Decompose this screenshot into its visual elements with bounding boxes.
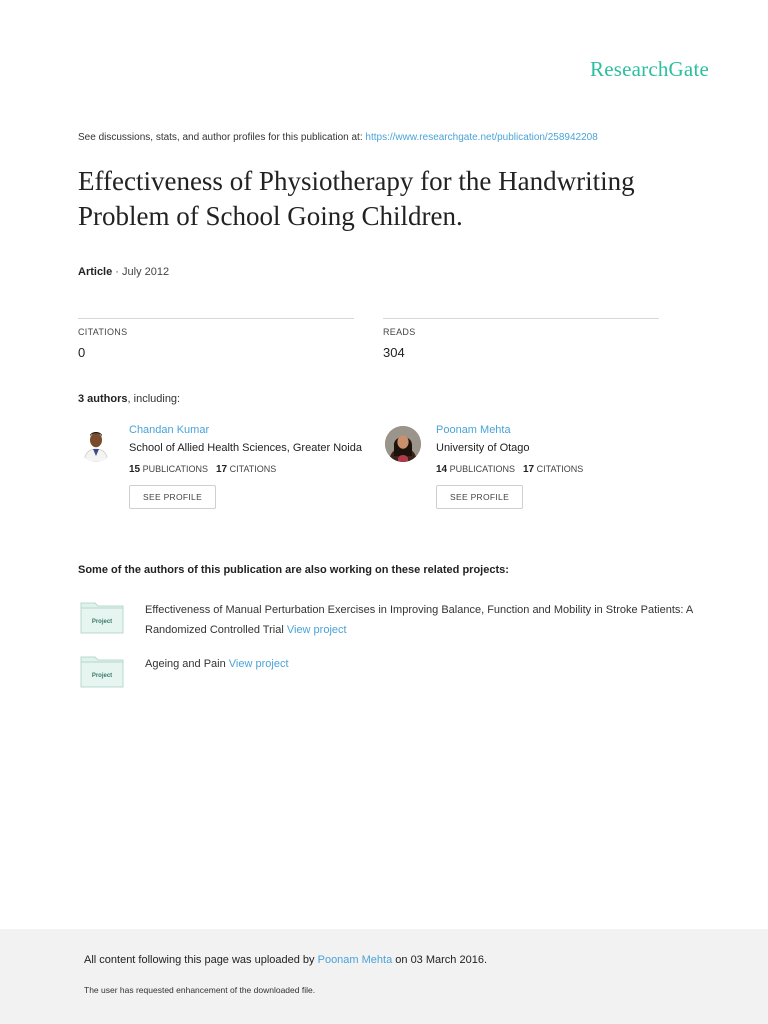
reads-label: READS	[383, 327, 416, 337]
project-description	[145, 654, 705, 674]
upload-suffix: on 03 March 2016.	[392, 954, 488, 966]
author-institution: School of Allied Health Sciences, Greater Noida	[129, 442, 362, 454]
author-name-link[interactable]: Poonam Mehta	[436, 424, 511, 436]
project-title: Ageing and Pain	[145, 658, 226, 670]
upload-info	[84, 954, 487, 966]
author-photo-icon	[385, 426, 421, 462]
discussion-text: See discussions, stats, and author profiles for this publication at:	[78, 132, 366, 143]
project-title: Effectiveness of Manual Perturbation Exercises in Improving Balance, Function and Mobility in Stroke Patients: A Randomized Controlled Trial	[145, 604, 693, 636]
publication-title: Effectiveness of Physiotherapy for the Handwriting Problem of School Going Children.	[78, 166, 635, 231]
footer	[0, 929, 768, 1024]
author-name-link[interactable]: Chandan Kumar	[129, 424, 210, 436]
author-stats	[436, 464, 691, 475]
enhancement-note: The user has requested enhancement of the downloaded file.	[84, 985, 316, 995]
project-description	[145, 600, 705, 640]
citations-label: CITATIONS	[229, 464, 277, 474]
avatar[interactable]	[78, 426, 114, 462]
project-folder-label: Project	[91, 619, 113, 625]
reads-stat	[383, 318, 659, 360]
related-projects-title: Some of the authors of this publication are also working on these related projects:	[78, 564, 509, 576]
project-folder-icon	[80, 600, 124, 634]
citations-label: CITATIONS	[78, 327, 128, 337]
authors-count: 3 authors	[78, 393, 128, 405]
publication-date: · July 2012	[112, 266, 170, 278]
author-photo-icon	[78, 426, 114, 462]
researchgate-logo: ResearchGate	[590, 57, 709, 81]
publications-label: PUBLICATIONS	[142, 464, 208, 474]
citations-stat	[78, 318, 354, 360]
see-profile-button[interactable]: SEE PROFILE	[129, 485, 216, 509]
publication-type: Article	[78, 266, 113, 278]
citations-count: 17	[216, 464, 228, 475]
avatar[interactable]	[385, 426, 421, 462]
uploader-link[interactable]: Poonam Mehta	[317, 954, 393, 966]
publications-label: PUBLICATIONS	[449, 464, 515, 474]
publications-count: 14	[436, 464, 448, 475]
upload-prefix: All content following this page was uploaded by	[84, 954, 318, 966]
authors-suffix: , including:	[127, 393, 181, 405]
author-institution: University of Otago	[436, 442, 530, 454]
see-profile-button[interactable]: SEE PROFILE	[436, 485, 523, 509]
publication-url-link[interactable]: https://www.researchgate.net/publication/258942208	[365, 132, 598, 143]
citations-value: 0	[78, 345, 86, 360]
author-stats	[129, 464, 384, 475]
project-folder-label: Project	[91, 673, 113, 679]
view-project-link[interactable]: View project	[286, 624, 347, 636]
publication-meta	[78, 266, 169, 278]
citations-label: CITATIONS	[536, 464, 584, 474]
discussion-line	[78, 132, 598, 143]
authors-summary	[78, 393, 180, 405]
author-info	[129, 424, 384, 509]
view-project-link[interactable]: View project	[228, 658, 289, 670]
author-info	[436, 424, 691, 509]
reads-value: 304	[383, 345, 405, 360]
publications-count: 15	[129, 464, 141, 475]
project-folder-icon	[80, 654, 124, 688]
citations-count: 17	[523, 464, 535, 475]
